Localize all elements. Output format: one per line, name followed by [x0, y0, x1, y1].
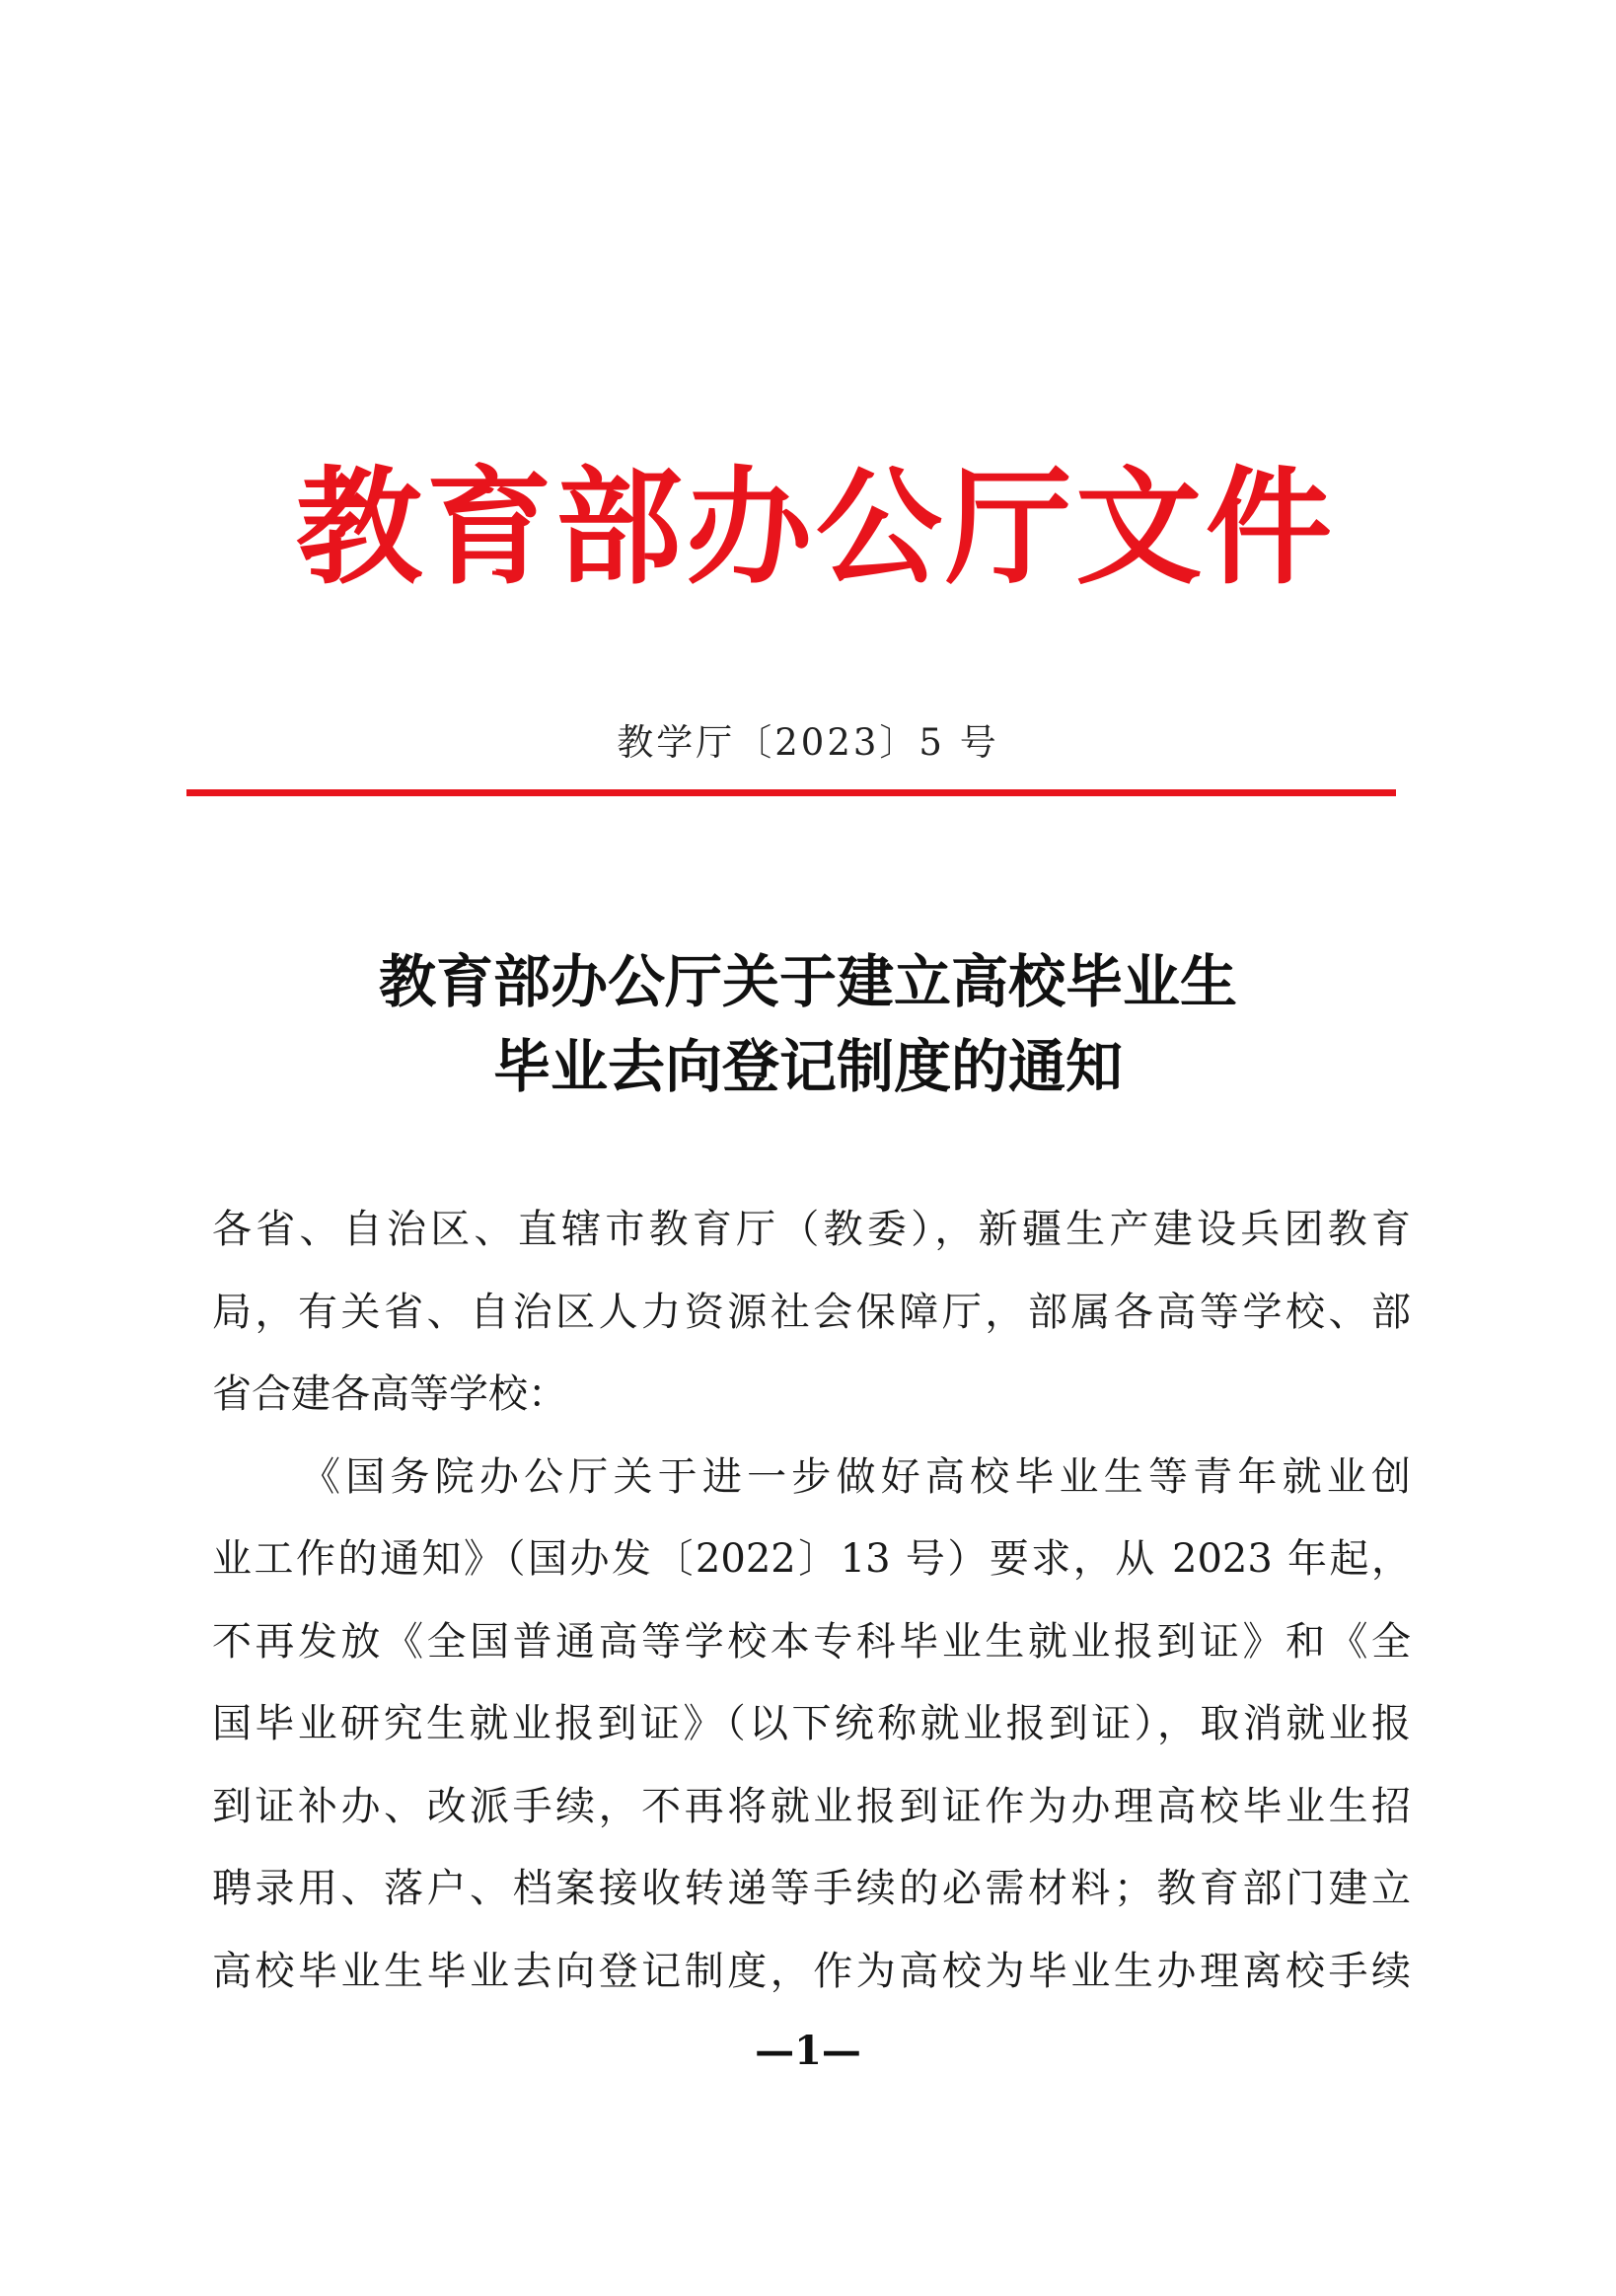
- masthead-char: 部: [555, 454, 683, 602]
- addressee-line: 各省、自治区、直辖市教育厅（教委），新疆生产建设兵团教育: [212, 1207, 1411, 1252]
- page-number: —1—: [755, 2028, 861, 2074]
- paragraph-line: 到证补办、改派手续，不再将就业报到证作为办理高校毕业生招: [212, 1783, 1411, 1829]
- masthead-char: 件: [1205, 454, 1332, 602]
- paragraph-line: 高校毕业生毕业去向登记制度，作为高校为毕业生办理离校手续: [212, 1948, 1411, 1994]
- addressee-line: 省合建各高等学校：: [212, 1371, 567, 1417]
- addressee-line: 局，有关省、自治区人力资源社会保障厅，部属各高等学校、部: [212, 1289, 1411, 1335]
- paragraph-line: 《国务院办公厅关于进一步做好高校毕业生等青年就业创: [301, 1453, 1411, 1500]
- masthead-title: [296, 449, 1332, 607]
- paragraph-line: 聘录用、落户、档案接收转递等手续的必需材料；教育部门建立: [212, 1866, 1411, 1911]
- paragraph-line: 不再发放《全国普通高等学校本专科毕业生就业报到证》和《全: [212, 1618, 1411, 1665]
- document-title-line: 毕业去向登记制度的通知: [492, 1033, 1123, 1100]
- masthead-char: 育: [425, 454, 552, 602]
- masthead-char: 厅: [945, 454, 1072, 602]
- red-divider-rule: [186, 789, 1396, 796]
- document-title-line: 教育部办公厅关于建立高校毕业生: [378, 948, 1237, 1015]
- masthead-char: 办: [686, 454, 813, 602]
- document-title: [0, 939, 1616, 1109]
- document-number: 教学厅〔2023〕5 号: [617, 721, 999, 764]
- paragraph-line: 国毕业研究生就业报到证》（以下统称就业报到证），取消就业报: [212, 1701, 1411, 1746]
- paragraph-line: 业工作的通知》（国办发〔2022〕13 号）要求，从 2023 年起，: [212, 1536, 1411, 1582]
- masthead-char: 教: [296, 454, 423, 602]
- document-body: [212, 1189, 1411, 2013]
- masthead-char: 公: [815, 454, 942, 602]
- masthead-char: 文: [1075, 454, 1203, 602]
